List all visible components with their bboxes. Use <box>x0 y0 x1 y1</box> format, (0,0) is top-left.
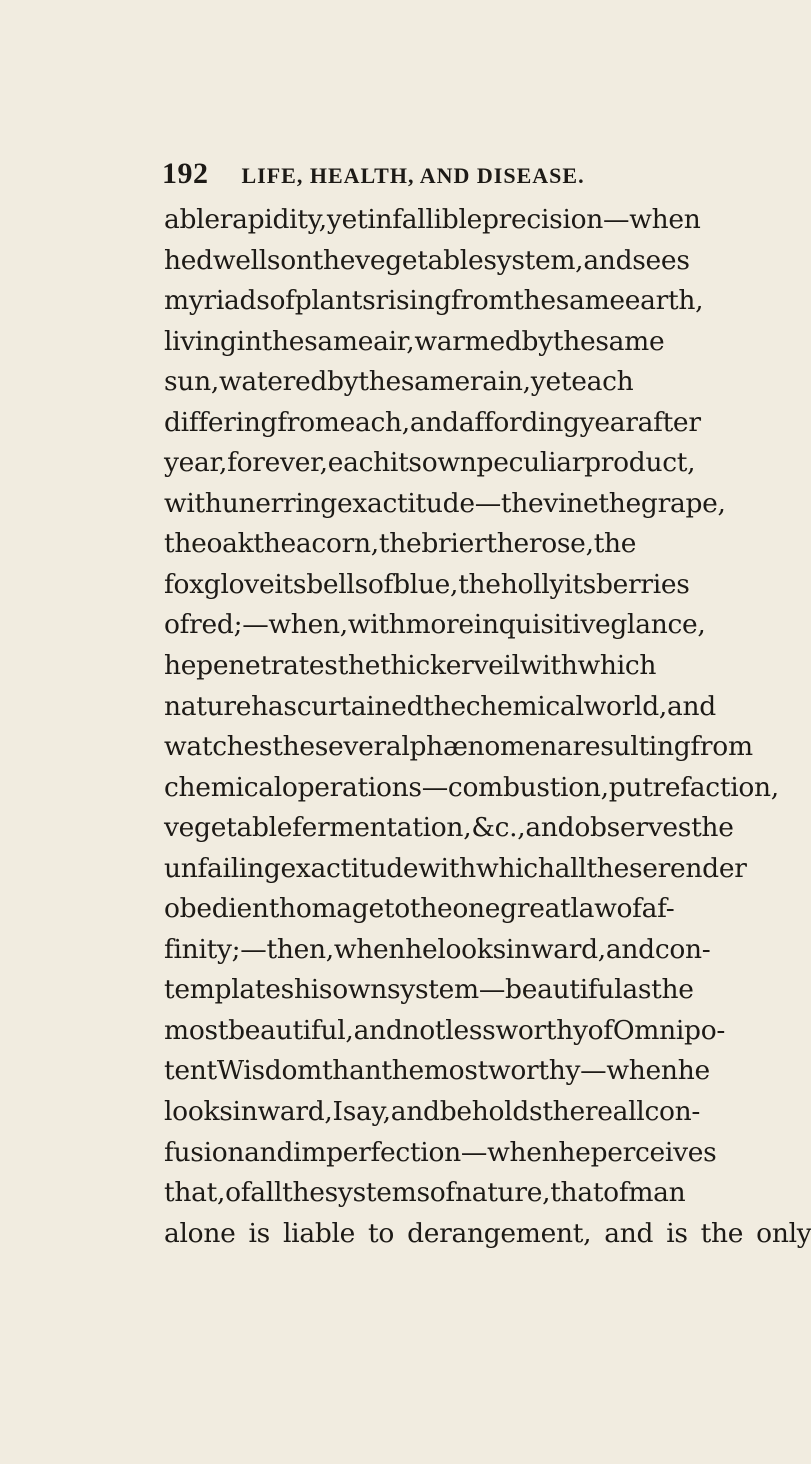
text-line: year, for ever, each its own peculiar product, <box>164 447 696 479</box>
text-line: tent Wisdom than the most worthy—when he <box>164 1055 710 1087</box>
text-line: able rapidity, yet infallible precision—when <box>164 204 701 235</box>
text-line: differing from each, and affording year after <box>164 406 701 438</box>
text-line: chemical operations—combustion, putrefaction, <box>164 771 779 803</box>
text-line: of red;—when, with more inquisitive glance, <box>164 609 706 641</box>
text-line: watches the several phænomena resulting from <box>164 731 753 763</box>
text-line: he penetrates the thicker veil with which <box>164 650 657 682</box>
running-head <box>162 157 702 193</box>
text-line: foxglove its bells of blue, the holly its berries <box>164 568 690 600</box>
text-line: templates his own system—beautiful as the <box>164 974 694 1006</box>
text-line: the oak the acorn, the brier the rose, the <box>164 528 637 560</box>
text-line: living in the same air, warmed by the same <box>164 325 665 357</box>
text-line: looks inward, I say, and beholds there all con- <box>164 1096 701 1128</box>
body-text <box>164 200 811 1254</box>
text-line: myriads of plants rising from the same earth, <box>164 285 704 317</box>
text-line: most beautiful, and not less worthy of Omnipo- <box>164 1014 725 1046</box>
text-line: finity;—then, when he looks inward, and con- <box>164 933 711 965</box>
text-line: alone is liable to derangement, and is the only <box>164 1217 811 1249</box>
text-line: obedient homage to the one great law of af- <box>164 893 675 925</box>
text-line: nature has curtained the chemical world, and <box>164 690 716 722</box>
text-line: fusion and imperfection—when he perceives <box>164 1136 717 1168</box>
running-title: LIFE, HEALTH, AND DISEASE. <box>241 163 585 188</box>
text-line: with unerring exactitude—the vine the grape, <box>164 487 726 519</box>
text-line: he dwells on the vegetable system, and sees <box>164 244 690 276</box>
text-line: vegetable fermentation, &c., and observes the <box>164 812 734 844</box>
text-line: sun, watered by the same rain, yet each <box>164 366 634 398</box>
page-number: 192 <box>162 157 209 190</box>
text-line: that, of all the systems of nature, that of man <box>164 1177 686 1209</box>
text-line: unfailing exactitude with which all these render <box>164 852 747 884</box>
